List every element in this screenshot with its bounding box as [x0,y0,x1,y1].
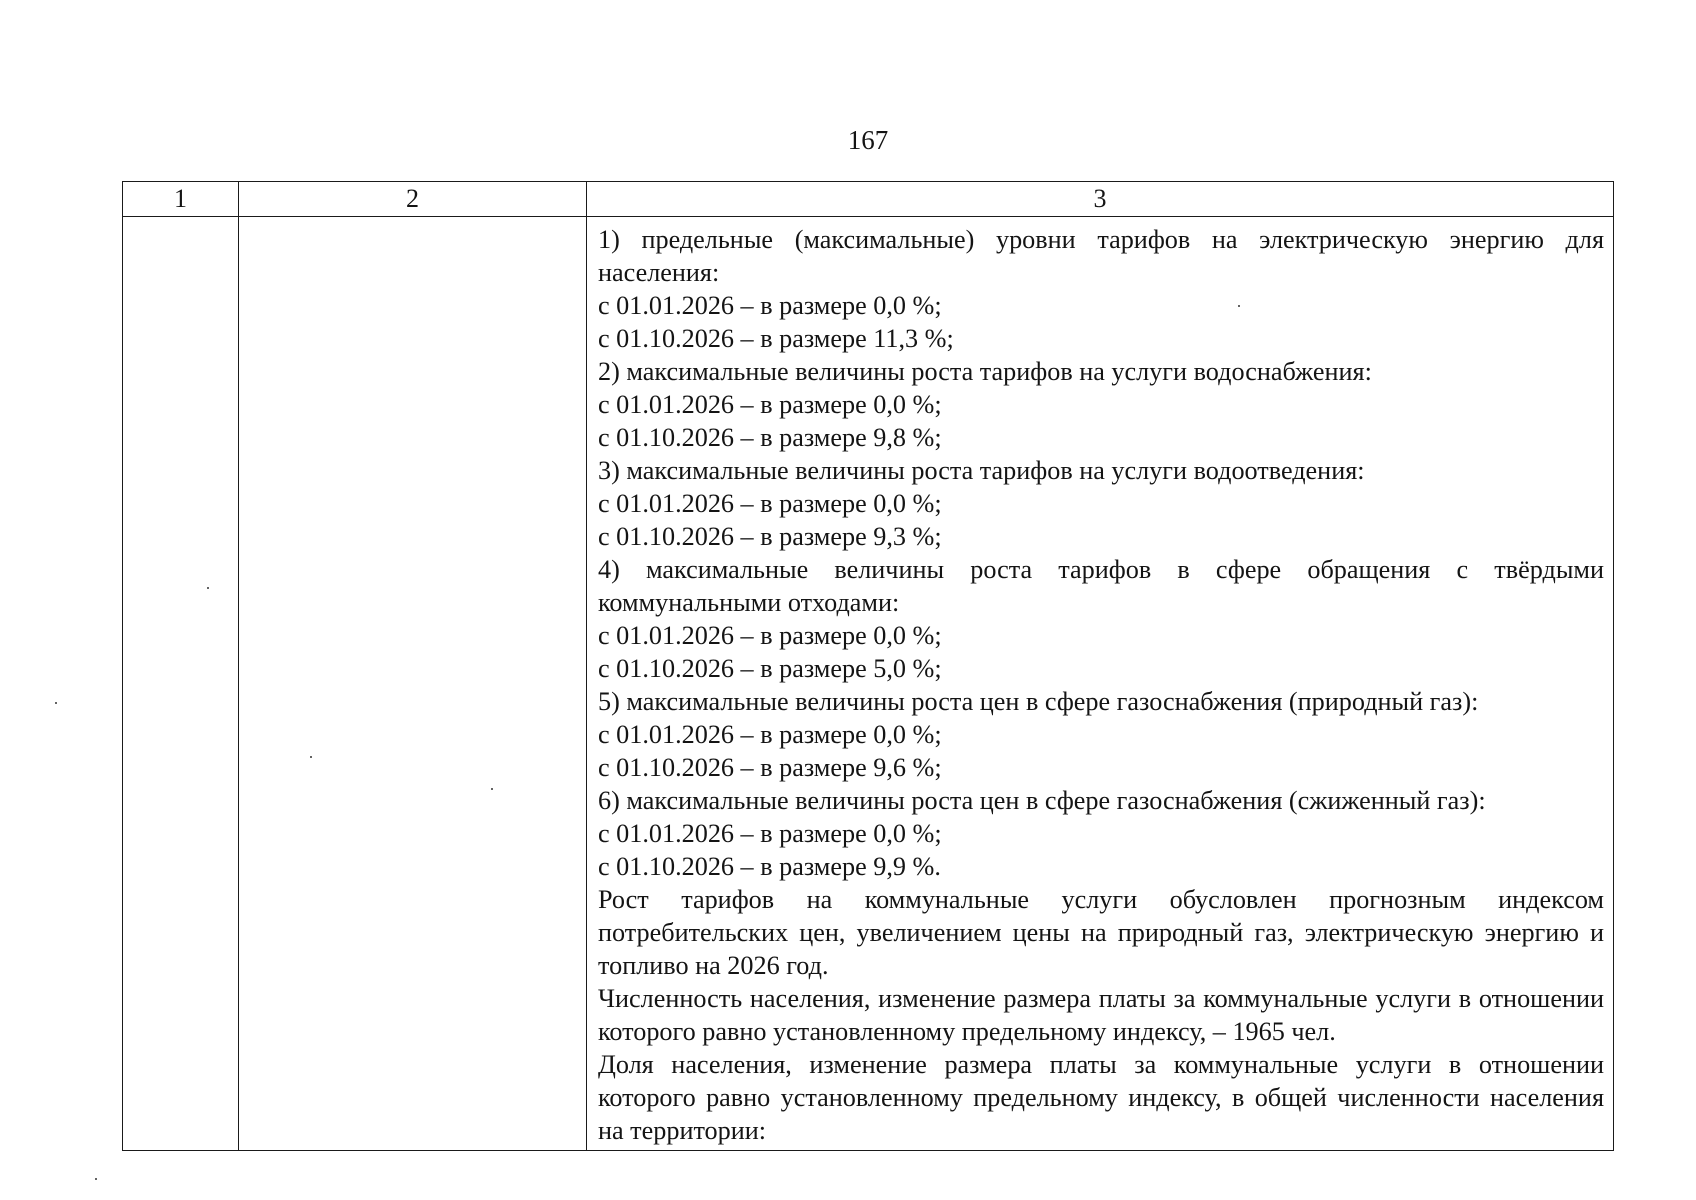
tariff-line: с 01.10.2026 – в размере 11,3 %; [598,324,954,353]
column-header-2: 2 [239,182,587,217]
tariff-table [122,181,1614,1151]
tariff-item-water-supply: 2) максимальные величины роста тарифов на услуги водоснабжения: [598,357,1372,386]
tariff-item-electricity: 1) предельные (максимальные) уровни тарифов на электрическую энергию для населения: [598,225,1604,287]
population-count-paragraph: Численность населения, изменение размера платы за коммунальные услуги в отношении которого равно установленному предельному индексу, – 1965 чел. [598,984,1604,1046]
column-2-cell [239,217,587,1151]
tariff-line: с 01.10.2026 – в размере 9,3 %; [598,522,942,551]
scan-speck [1238,305,1240,307]
tariff-line: с 01.01.2026 – в размере 0,0 %; [598,819,942,848]
scan-speck [491,788,493,790]
population-share-paragraph: Доля населения, изменение размера платы за коммунальные услуги в отношении которого равно установленному предельному индексу, в общей численности населения на территории: [598,1050,1604,1145]
column-header-3: 3 [587,182,1614,217]
tariff-growth-explanation: Рост тарифов на коммунальные услуги обусловлен прогнозным индексом потребительских цен, увеличением цены на природный газ, электрическую энергию и топливо на 2026 год. [598,885,1604,980]
tariff-line: с 01.01.2026 – в размере 0,0 %; [598,489,942,518]
tariff-line: с 01.01.2026 – в размере 0,0 %; [598,390,942,419]
tariff-line: с 01.01.2026 – в размере 0,0 %; [598,291,942,320]
scan-speck [55,702,57,704]
column-header-1: 1 [123,182,239,217]
tariff-line: с 01.10.2026 – в размере 5,0 %; [598,654,942,683]
scan-speck [95,1178,97,1180]
table-row [123,217,1614,1151]
tariff-item-natural-gas: 5) максимальные величины роста цен в сфере газоснабжения (природный газ): [598,687,1479,716]
tariff-line: с 01.10.2026 – в размере 9,6 %; [598,753,942,782]
column-3-cell [587,217,1614,1151]
table-header-row [123,182,1614,217]
tariff-item-solid-waste: 4) максимальные величины роста тарифов в сфере обращения с твёрдыми коммунальными отходами: [598,555,1604,617]
tariff-line: с 01.10.2026 – в размере 9,8 %; [598,423,942,452]
column-1-cell [123,217,239,1151]
tariff-item-water-disposal: 3) максимальные величины роста тарифов на услуги водоотведения: [598,456,1365,485]
scan-speck [310,756,312,758]
tariff-item-liquefied-gas: 6) максимальные величины роста цен в сфере газоснабжения (сжиженный газ): [598,786,1486,815]
tariff-line: с 01.10.2026 – в размере 9,9 %. [598,852,941,881]
scan-speck [207,587,209,589]
tariff-line: с 01.01.2026 – в размере 0,0 %; [598,720,942,749]
tariff-line: с 01.01.2026 – в размере 0,0 %; [598,621,942,650]
page-number: 167 [847,125,889,155]
